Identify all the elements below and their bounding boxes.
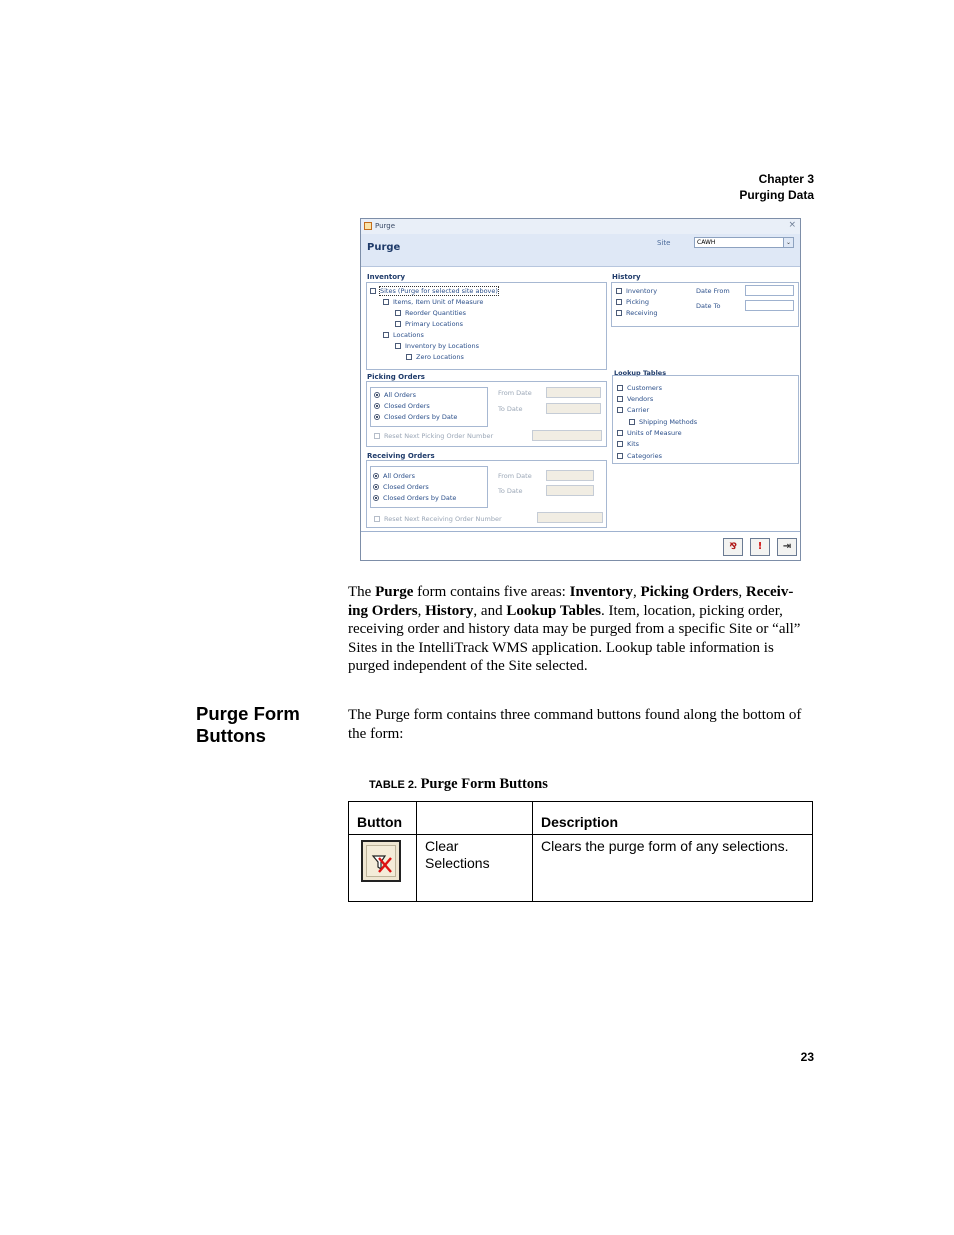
- window-title: Purge: [375, 222, 396, 230]
- picking-reset-input[interactable]: [532, 430, 602, 441]
- inventory-locations-checkbox[interactable]: Locations: [383, 331, 424, 339]
- table-header-button: Button: [349, 802, 417, 835]
- lookup-units-checkbox[interactable]: Units of Measure: [617, 429, 682, 437]
- inventory-items-checkbox[interactable]: Items, Item Unit of Measure: [383, 298, 483, 306]
- site-value: CAWH: [697, 239, 716, 246]
- history-date-from-input[interactable]: [745, 285, 794, 296]
- buttons-intro-paragraph: The Purge form contains three command buttons found along the bottom of the form:: [348, 707, 802, 742]
- page-number: 23: [800, 1050, 814, 1064]
- exit-door-icon: ⇥: [782, 541, 792, 552]
- running-header: [739, 171, 814, 203]
- receiving-to-date-label: To Date: [498, 487, 523, 495]
- site-label: Site: [657, 239, 671, 247]
- history-receiving-checkbox[interactable]: Receiving: [616, 309, 658, 317]
- table-cell-name: Clear Selections: [417, 835, 533, 902]
- picking-from-date-input[interactable]: [546, 387, 601, 398]
- history-inventory-checkbox[interactable]: Inventory: [616, 287, 657, 295]
- lookup-kits-checkbox[interactable]: Kits: [617, 440, 639, 448]
- paragraph-text: ,: [417, 602, 426, 619]
- form-footer: [361, 531, 800, 560]
- lookup-vendors-checkbox[interactable]: Vendors: [617, 395, 653, 403]
- paragraph-text: . Item, location, picking order, receiving order and history data may be purged from a specific Site or “all” Sites in the IntelliTrack WMS application. Lookup table information is purged independent of the Site selected.: [348, 602, 801, 675]
- picking-to-date-input[interactable]: [546, 403, 601, 414]
- lookup-customers-checkbox[interactable]: Customers: [617, 384, 662, 392]
- receiving-to-date-input[interactable]: [546, 485, 594, 496]
- exclamation-icon: !: [757, 541, 763, 552]
- picking-to-date-label: To Date: [498, 405, 523, 413]
- form-body: [361, 266, 800, 532]
- purge-form-screenshot: [360, 218, 801, 561]
- clear-selections-button[interactable]: [723, 538, 743, 556]
- bold-term: History: [425, 602, 474, 619]
- purge-buttons-table: [348, 801, 813, 902]
- inventory-sites-checkbox[interactable]: Sites (Purge for selected site above): [370, 287, 498, 295]
- history-date-to-label: Date To: [696, 302, 721, 310]
- section-heading: Purge Form Buttons: [196, 703, 300, 746]
- table-cell-description: Clears the purge form of any selections.: [533, 835, 813, 902]
- lookup-carrier-checkbox[interactable]: Carrier: [617, 406, 649, 414]
- picking-section-title: Picking Orders: [367, 373, 425, 381]
- close-icon[interactable]: ×: [788, 220, 796, 230]
- receiving-from-date-label: From Date: [498, 472, 532, 480]
- picking-closed-orders-radio[interactable]: Closed Orders: [374, 402, 430, 410]
- window-titlebar: [361, 219, 800, 235]
- bold-term: Picking Orders: [640, 584, 739, 600]
- site-select[interactable]: [694, 237, 794, 248]
- chevron-down-icon[interactable]: ⌄: [783, 238, 793, 247]
- receiving-section-title: Receiving Orders: [367, 452, 435, 460]
- purge-form-description: [348, 583, 813, 676]
- table-row: [349, 835, 813, 902]
- form-header: [361, 234, 800, 266]
- receiving-closed-by-date-radio[interactable]: Closed Orders by Date: [373, 494, 456, 502]
- paragraph-text: ,: [632, 584, 641, 600]
- picking-all-orders-radio[interactable]: All Orders: [374, 391, 416, 399]
- receiving-closed-orders-radio[interactable]: Closed Orders: [373, 483, 429, 491]
- chapter-label: Chapter 3: [758, 172, 814, 186]
- receiving-from-date-input[interactable]: [546, 470, 594, 481]
- run-purge-button[interactable]: [750, 538, 770, 556]
- table-cell-icon: [349, 835, 417, 902]
- table-header-row: [349, 802, 813, 835]
- picking-from-date-label: From Date: [498, 389, 532, 397]
- table-header-description: Description: [533, 802, 813, 835]
- paragraph-text: ,: [738, 584, 746, 600]
- clear-selections-icon: ⅋: [729, 542, 737, 552]
- bold-term: Inventory: [569, 584, 633, 600]
- lookup-shipping-methods-checkbox[interactable]: Shipping Methods: [629, 418, 697, 426]
- inventory-reorder-checkbox[interactable]: Reorder Quantities: [395, 309, 466, 317]
- receiving-reset-input[interactable]: [537, 512, 603, 523]
- table-caption-title: Purge Form Buttons: [420, 776, 548, 792]
- inventory-section-title: Inventory: [367, 273, 406, 281]
- paragraph-text: The: [348, 584, 376, 600]
- inventory-by-locations-checkbox[interactable]: Inventory by Locations: [395, 342, 479, 350]
- app-icon: [364, 222, 372, 230]
- history-date-from-label: Date From: [696, 287, 730, 295]
- exit-button[interactable]: [777, 538, 797, 556]
- lookup-categories-checkbox[interactable]: Categories: [617, 452, 662, 460]
- table-header-name: [417, 802, 533, 835]
- history-date-to-input[interactable]: [745, 300, 794, 311]
- clear-selections-icon: [361, 840, 401, 882]
- receiving-all-orders-radio[interactable]: All Orders: [373, 472, 415, 480]
- section-label: Purging Data: [739, 188, 814, 202]
- inventory-zero-locations-checkbox[interactable]: Zero Locations: [406, 353, 464, 361]
- bold-term: Lookup Tables: [506, 602, 601, 619]
- picking-closed-by-date-radio[interactable]: Closed Orders by Date: [374, 413, 457, 421]
- history-section-title: History: [612, 273, 641, 281]
- history-picking-checkbox[interactable]: Picking: [616, 298, 649, 306]
- paragraph-text: , and: [473, 602, 507, 619]
- table-caption: [369, 776, 548, 793]
- form-title: Purge: [367, 242, 401, 253]
- inventory-primary-locations-checkbox[interactable]: Primary Locations: [395, 320, 463, 328]
- table-caption-label: TABLE 2.: [369, 779, 418, 791]
- picking-reset-checkbox[interactable]: Reset Next Picking Order Number: [374, 432, 493, 440]
- receiving-reset-checkbox[interactable]: Reset Next Receiving Order Number: [374, 515, 502, 523]
- paragraph-text: form contains five areas:: [413, 584, 570, 600]
- bold-term: Purge: [375, 584, 414, 600]
- lookup-section-title: Lookup Tables: [614, 369, 667, 377]
- bold-term: Receiv-ing Orders: [348, 584, 794, 619]
